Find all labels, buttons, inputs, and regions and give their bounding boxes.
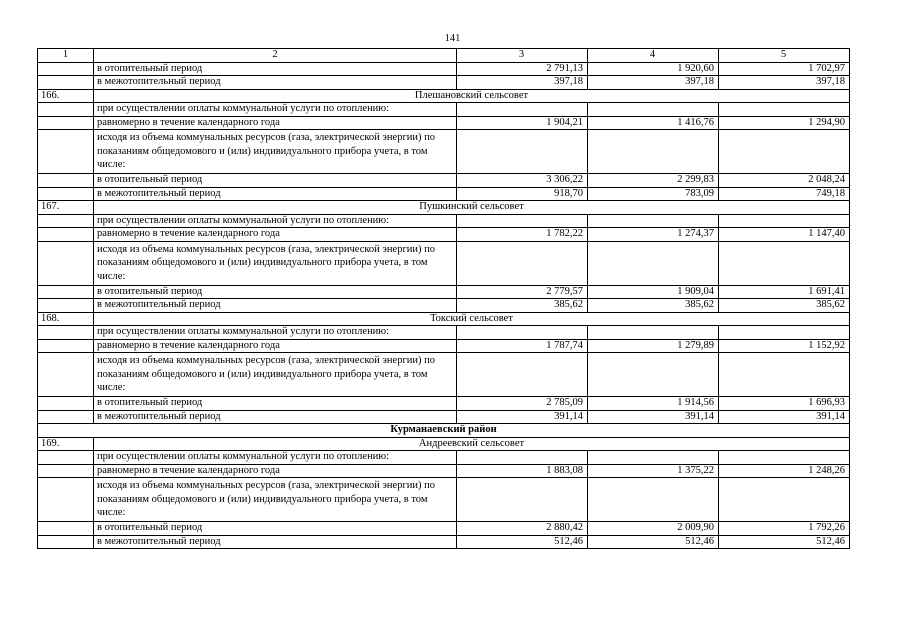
- value-col-4: 391,14: [588, 410, 719, 424]
- header-col-5: 5: [719, 49, 850, 63]
- value-col-3: 1 883,08: [457, 464, 588, 478]
- row-label: в межотопительный период: [94, 299, 457, 313]
- row-label: равномерно в течение календарного года: [94, 464, 457, 478]
- header-col-4: 4: [588, 49, 719, 63]
- section-number: 169.: [38, 437, 94, 451]
- row-number: [38, 410, 94, 424]
- row-label: в отопительный период: [94, 285, 457, 299]
- row-label: при осуществлении оплаты коммунальной услуги по отоплению:: [94, 214, 457, 228]
- empty-cell: [588, 353, 719, 397]
- value-col-3: 2 791,13: [457, 62, 588, 76]
- empty-cell: [719, 214, 850, 228]
- section-title: Плешановский сельсовет: [94, 89, 850, 103]
- value-col-5: 2 048,24: [719, 174, 850, 188]
- table-row: [38, 76, 850, 90]
- row-number: [38, 174, 94, 188]
- table-row: [38, 116, 850, 130]
- value-col-5: 749,18: [719, 187, 850, 201]
- table-row: [38, 174, 850, 188]
- section-row: [38, 89, 850, 103]
- value-col-3: 2 779,57: [457, 285, 588, 299]
- empty-cell: [457, 214, 588, 228]
- value-col-4: 385,62: [588, 299, 719, 313]
- value-col-5: 385,62: [719, 299, 850, 313]
- row-label: в межотопительный период: [94, 187, 457, 201]
- row-label: в межотопительный период: [94, 410, 457, 424]
- row-label: в отопительный период: [94, 397, 457, 411]
- section-number: 167.: [38, 201, 94, 215]
- value-col-4: 1 279,89: [588, 339, 719, 353]
- table-row: [38, 410, 850, 424]
- row-label: в отопительный период: [94, 522, 457, 536]
- table-row: [38, 535, 850, 549]
- value-col-3: 385,62: [457, 299, 588, 313]
- value-col-5: 1 696,93: [719, 397, 850, 411]
- row-number: [38, 62, 94, 76]
- row-number: [38, 228, 94, 242]
- row-label: в отопительный период: [94, 62, 457, 76]
- row-number: [38, 522, 94, 536]
- row-number: [38, 464, 94, 478]
- value-col-5: 1 147,40: [719, 228, 850, 242]
- empty-cell: [719, 130, 850, 174]
- row-label: равномерно в течение календарного года: [94, 339, 457, 353]
- value-col-4: 1 274,37: [588, 228, 719, 242]
- section-title: Пушкинский сельсовет: [94, 201, 850, 215]
- empty-cell: [588, 241, 719, 285]
- value-col-4: 783,09: [588, 187, 719, 201]
- tariff-table: [37, 48, 850, 549]
- value-col-4: 512,46: [588, 535, 719, 549]
- row-label: исходя из объема коммунальных ресурсов (газа, электрической энергии) по показаниям общедомового и (или) индивидуального прибора учета, в том числе:: [94, 130, 457, 174]
- row-number: [38, 103, 94, 117]
- row-number: [38, 130, 94, 174]
- empty-cell: [719, 241, 850, 285]
- value-col-3: 3 306,22: [457, 174, 588, 188]
- empty-cell: [588, 451, 719, 465]
- row-label: при осуществлении оплаты коммунальной услуги по отоплению:: [94, 326, 457, 340]
- row-number: [38, 116, 94, 130]
- row-number: [38, 299, 94, 313]
- empty-cell: [457, 451, 588, 465]
- row-label: исходя из объема коммунальных ресурсов (газа, электрической энергии) по показаниям общедомового и (или) индивидуального прибора учета, в том числе:: [94, 241, 457, 285]
- value-col-5: 1 702,97: [719, 62, 850, 76]
- table-header-row: [38, 49, 850, 63]
- value-col-3: 1 904,21: [457, 116, 588, 130]
- empty-cell: [588, 130, 719, 174]
- table-row-multiline: [38, 130, 850, 174]
- value-col-5: 397,18: [719, 76, 850, 90]
- table-row: [38, 228, 850, 242]
- empty-cell: [457, 103, 588, 117]
- header-col-2: 2: [94, 49, 457, 63]
- empty-cell: [457, 326, 588, 340]
- value-col-4: 1 416,76: [588, 116, 719, 130]
- row-number: [38, 187, 94, 201]
- value-col-3: 918,70: [457, 187, 588, 201]
- table-row-multiline: [38, 478, 850, 522]
- value-col-4: 1 909,04: [588, 285, 719, 299]
- table-row: [38, 187, 850, 201]
- empty-cell: [457, 353, 588, 397]
- value-col-5: 1 152,92: [719, 339, 850, 353]
- value-col-3: 2 785,09: [457, 397, 588, 411]
- table-row-note: [38, 214, 850, 228]
- row-label: в межотопительный период: [94, 535, 457, 549]
- value-col-3: 397,18: [457, 76, 588, 90]
- empty-cell: [719, 353, 850, 397]
- section-title: Токский сельсовет: [94, 312, 850, 326]
- row-label: при осуществлении оплаты коммунальной услуги по отоплению:: [94, 103, 457, 117]
- table-row: [38, 299, 850, 313]
- row-label: исходя из объема коммунальных ресурсов (газа, электрической энергии) по показаниям общедомового и (или) индивидуального прибора учета, в том числе:: [94, 478, 457, 522]
- value-col-5: 391,14: [719, 410, 850, 424]
- value-col-3: 2 880,42: [457, 522, 588, 536]
- value-col-5: 1 691,41: [719, 285, 850, 299]
- empty-cell: [719, 478, 850, 522]
- row-number: [38, 285, 94, 299]
- table-row-note: [38, 103, 850, 117]
- value-col-3: 1 787,74: [457, 339, 588, 353]
- section-title: Андреевский сельсовет: [94, 437, 850, 451]
- table-row-multiline: [38, 353, 850, 397]
- row-number: [38, 339, 94, 353]
- empty-cell: [588, 478, 719, 522]
- section-row: [38, 437, 850, 451]
- empty-cell: [719, 103, 850, 117]
- table-row: [38, 339, 850, 353]
- empty-cell: [588, 326, 719, 340]
- table-row: [38, 522, 850, 536]
- row-label: при осуществлении оплаты коммунальной услуги по отоплению:: [94, 451, 457, 465]
- row-number: [38, 214, 94, 228]
- header-col-3: 3: [457, 49, 588, 63]
- header-col-1: 1: [38, 49, 94, 63]
- value-col-5: 1 792,26: [719, 522, 850, 536]
- value-col-4: 397,18: [588, 76, 719, 90]
- table-body: [38, 49, 850, 549]
- value-col-4: 1 914,56: [588, 397, 719, 411]
- table-row: [38, 397, 850, 411]
- row-number: [38, 451, 94, 465]
- district-row: [38, 424, 850, 438]
- table-row: [38, 285, 850, 299]
- table-row-note: [38, 451, 850, 465]
- value-col-4: 2 009,90: [588, 522, 719, 536]
- district-title: Курманаевский район: [38, 424, 850, 438]
- table-row-multiline: [38, 241, 850, 285]
- value-col-3: 512,46: [457, 535, 588, 549]
- table-row: [38, 464, 850, 478]
- table-row: [38, 62, 850, 76]
- empty-cell: [588, 214, 719, 228]
- section-number: 168.: [38, 312, 94, 326]
- row-number: [38, 326, 94, 340]
- row-number: [38, 353, 94, 397]
- section-row: [38, 312, 850, 326]
- value-col-3: 1 782,22: [457, 228, 588, 242]
- section-row: [38, 201, 850, 215]
- row-number: [38, 241, 94, 285]
- empty-cell: [457, 130, 588, 174]
- row-label: равномерно в течение календарного года: [94, 116, 457, 130]
- row-number: [38, 76, 94, 90]
- empty-cell: [588, 103, 719, 117]
- row-number: [38, 535, 94, 549]
- row-number: [38, 478, 94, 522]
- row-label: исходя из объема коммунальных ресурсов (газа, электрической энергии) по показаниям общедомового и (или) индивидуального прибора учета, в том числе:: [94, 353, 457, 397]
- section-number: 166.: [38, 89, 94, 103]
- empty-cell: [457, 241, 588, 285]
- page-number: 141: [444, 33, 461, 44]
- table-row-note: [38, 326, 850, 340]
- row-label: равномерно в течение календарного года: [94, 228, 457, 242]
- empty-cell: [457, 478, 588, 522]
- empty-cell: [719, 451, 850, 465]
- value-col-5: 1 248,26: [719, 464, 850, 478]
- row-number: [38, 397, 94, 411]
- value-col-3: 391,14: [457, 410, 588, 424]
- value-col-4: 2 299,83: [588, 174, 719, 188]
- value-col-4: 1 375,22: [588, 464, 719, 478]
- empty-cell: [719, 326, 850, 340]
- value-col-5: 1 294,90: [719, 116, 850, 130]
- value-col-4: 1 920,60: [588, 62, 719, 76]
- row-label: в отопительный период: [94, 174, 457, 188]
- value-col-5: 512,46: [719, 535, 850, 549]
- row-label: в межотопительный период: [94, 76, 457, 90]
